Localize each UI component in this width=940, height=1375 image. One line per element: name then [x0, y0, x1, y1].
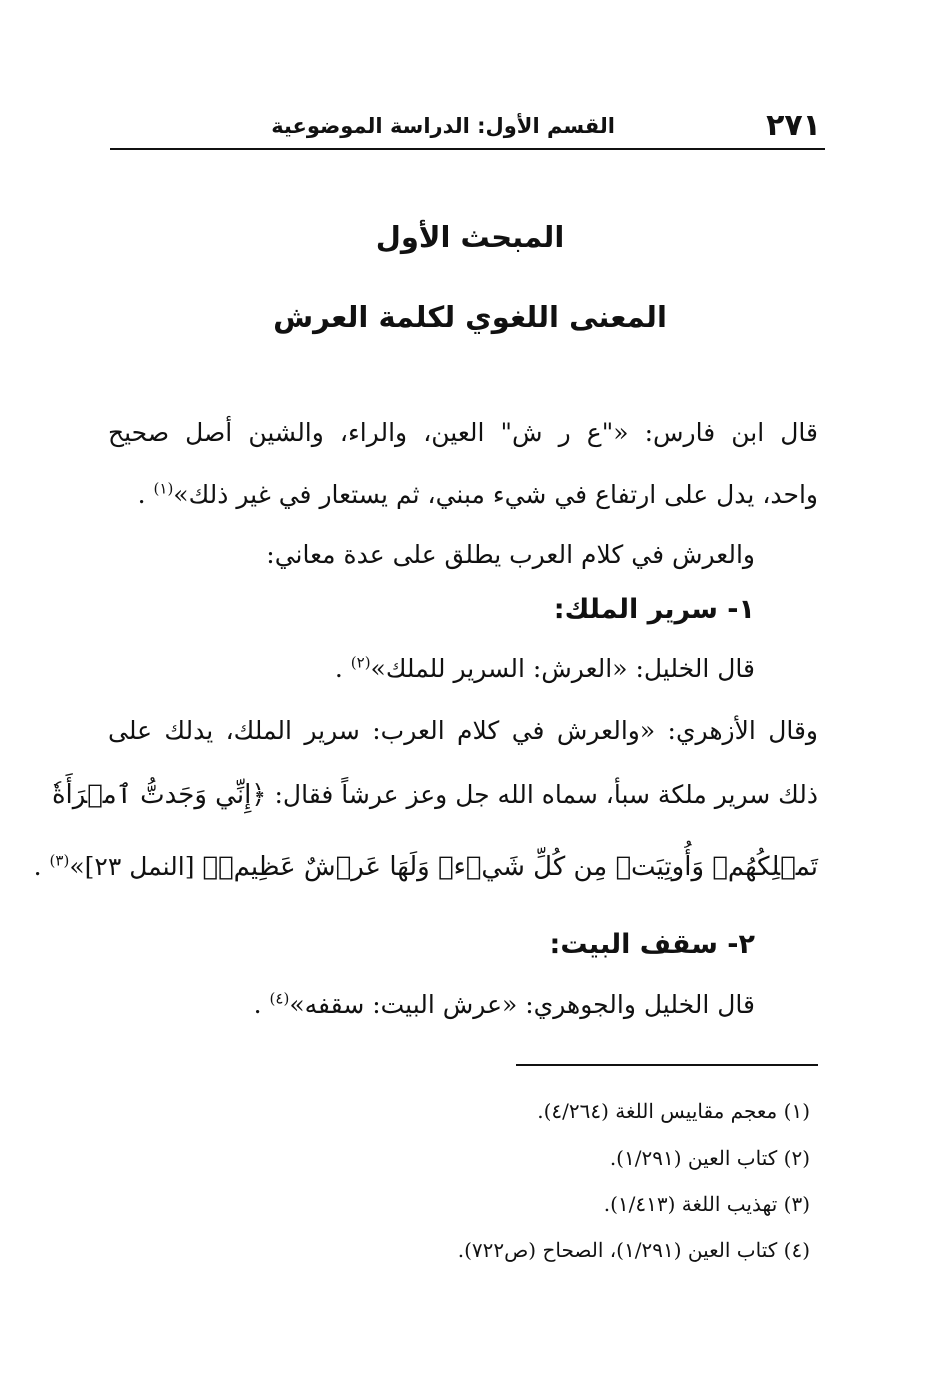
footnote-marker: (١): [153, 479, 174, 498]
full-stop: .: [33, 852, 42, 881]
footnote: (٤) كتاب العين (١/٢٩١)، الصحاح (ص٧٢٢).: [457, 1238, 810, 1262]
list-heading: ١- سرير الملك:: [553, 594, 755, 625]
section-title: القسم الأول: الدراسة الموضوعية: [271, 114, 615, 138]
paragraph-line: والعرش في كلام العرب يطلق على عدة معاني:: [266, 540, 755, 569]
paragraph-line: وقال الأزهري: «والعرش في كلام العرب: سرير الملك، يدلك على: [108, 716, 818, 745]
paragraph-line: [138, 478, 818, 512]
footnote: (٢) كتاب العين (١/٢٩١).: [609, 1146, 810, 1170]
quran-verse: ﴿إِنِّي وَجَدتُّ ٱمۡرَأَةٗ: [51, 780, 267, 810]
paragraph-text: ذلك سرير ملكة سبأ، سماه الله جل وعز عرشاً فقال:: [274, 780, 818, 809]
full-stop: .: [137, 480, 146, 509]
verse-reference: [النمل ٢٣]»: [69, 852, 195, 881]
quran-verse: تَمۡلِكُهُمۡ وَأُوتِيَتۡ مِن كُلِّ شَيۡءٖ وَلَهَا عَرۡشٌ عَظِيمٞ﴾: [202, 852, 818, 882]
paragraph-line: قال ابن فارس: «"ع ر ش" العين، والراء، والشين أصل صحيح: [108, 418, 818, 447]
paragraph-line: [51, 778, 818, 812]
running-header: [110, 104, 825, 150]
footnote-marker: (٣): [49, 851, 70, 870]
footnote-divider: [516, 1064, 818, 1066]
list-heading: ٢- سقف البيت:: [549, 929, 755, 960]
chapter-subtitle: المعنى اللغوي لكلمة العرش: [273, 300, 667, 334]
full-stop: .: [334, 654, 343, 683]
footnote-marker: (٤): [269, 989, 290, 1008]
footnote: (١) معجم مقاييس اللغة (٤/٢٦٤).: [537, 1099, 810, 1123]
paragraph-line: [34, 850, 818, 884]
page-number: ٢٧١: [766, 108, 821, 143]
chapter-heading: المبحث الأول: [375, 220, 565, 254]
quote-line: [335, 652, 755, 686]
footnote: (٣) تهذيب اللغة (١/٤١٣).: [603, 1192, 810, 1216]
full-stop: .: [253, 990, 262, 1019]
paragraph-text: واحد، يدل على ارتفاع في شيء مبني، ثم يستعار في غير ذلك»: [173, 480, 818, 509]
quote-text: قال الخليل: «العرش: السرير للملك»: [370, 654, 755, 683]
footnote-marker: (٢): [350, 653, 371, 672]
quote-text: قال الخليل والجوهري: «عرش البيت: سقفه»: [289, 990, 755, 1019]
quote-line: [254, 988, 755, 1022]
